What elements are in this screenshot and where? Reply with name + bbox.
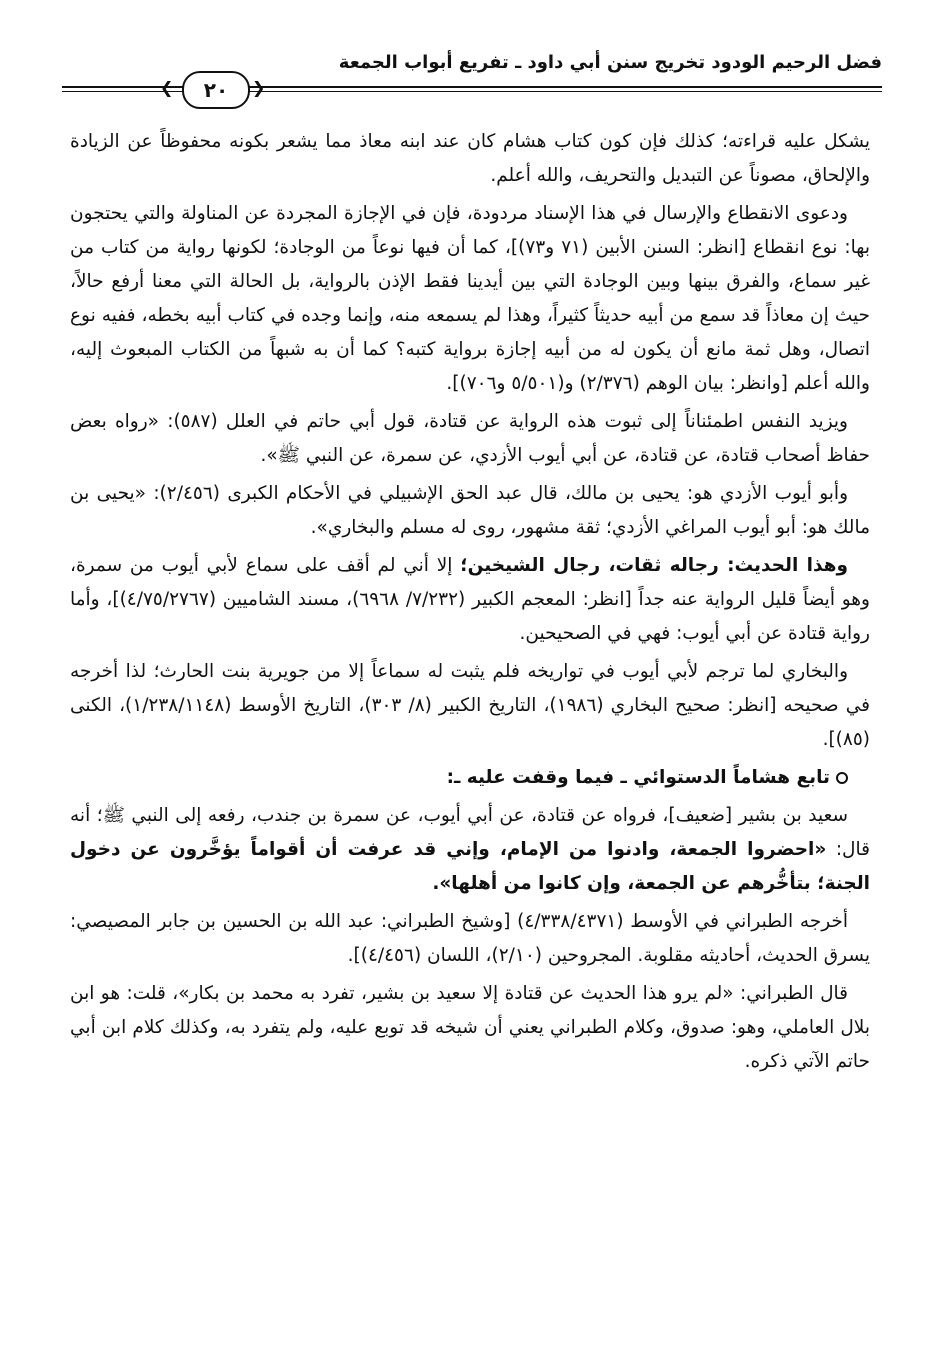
paragraph: ويزيد النفس اطمئناناً إلى ثبوت هذه الرواية عن قتادة، قول أبي حاتم في العلل (٥٨٧): «رواه بعض حفاظ أصحاب قتادة، عن قتادة، عن أبي أيوب الأزدي، عن سمرة، عن النبي ﷺ». [70, 411, 870, 466]
section-bullet [70, 761, 870, 795]
paragraph: أخرجه الطبراني في الأوسط (٤/٣٣٨/٤٣٧١) [وشيخ الطبراني: عبد الله بن الحسين بن جابر المصيصي: يسرق الحديث، أحاديثه مقلوبة. المجروحين (٢/١٠)، اللسان (٤/٤٥٦)]. [70, 911, 870, 966]
paragraph [70, 799, 870, 901]
bold-lead: وهذا الحديث: رجاله ثقات، رجال الشيخين؛ [460, 555, 849, 576]
running-title: فضل الرحيم الودود تخريج سنن أبي داود ـ تفريع أبواب الجمعة [338, 52, 882, 73]
paragraph: والبخاري لما ترجم لأبي أيوب في تواريخه فلم يثبت له سماعاً إلا من جويرية بنت الحارث؛ لذا أخرجه في صحيحه [انظر: صحيح البخاري (١٩٨٦)، التاريخ الكبير (٨/ ٣٠٣)، التاريخ الأوسط (١/٢٣٨/١١٤٨)، الكنى (٨٥)]. [70, 661, 870, 750]
paragraph: قال الطبراني: «لم يرو هذا الحديث عن قتادة إلا سعيد بن بشير، تفرد به محمد بن بكار»، قلت: هو ابن بلال العاملي، وهو: صدوق، وكلام الطبراني يعني أن شيخه قد توبع عليه، ولم يتفرد به، وكذلك كلام ابن أبي حاتم الآتي ذكره. [70, 983, 870, 1072]
paragraph-text: سعيد بن بشير [ضعيف]، فرواه عن قتادة، عن أبي أيوب، عن سمرة بن جندب، رفعه إلى النبي ﷺ؛ أنه قال: [70, 805, 870, 860]
page-header [62, 40, 882, 120]
paragraph: وأبو أيوب الأزدي هو: يحيى بن مالك، قال عبد الحق الإشبيلي في الأحكام الكبرى (٢/٤٥٦): «يحيى بن مالك هو: أبو أيوب المراغي الأزدي؛ ثقة مشهور، روى له مسلم والبخاري». [70, 483, 870, 538]
main-text [70, 125, 870, 1083]
bullet-icon [836, 772, 848, 784]
ornament-right-icon: ❯ [252, 78, 266, 97]
hadith-text: «احضروا الجمعة، وادنوا من الإمام، وإني قد عرفت أن أقواماً يؤخَّرون عن دخول الجنة؛ بتأخُّرهم عن الجمعة، وإن كانوا من أهلها». [70, 839, 870, 894]
paragraph: ودعوى الانقطاع والإرسال في هذا الإسناد مردودة، فإن في الإجازة المجردة عن المناولة والتي يحتجون بها: نوع انقطاع [انظر: السنن الأبين (٧١ و٧٣)]، كما أن فيها نوعاً من الوجادة؛ لكونها رواية من كتاب من غير سماع، والفرق بينها وبين الوجادة التي بين أيدينا فقط الإذن بالرواية، بل الحالة التي معنا أرفع حالاً، حيث إن معاذاً قد سمع من أبيه حديثاً كثيراً، وهذا لم يسمعه منه، وإنما وجده في كتاب أبيه بخطه، ففيه نوع اتصال، وهل ثمة مانع أن يكون له من أبيه إجازة برواية كتبه؟ كما أن به شبهاً من الكتاب المبعوث إليه، والله أعلم [وانظر: بيان الوهم (٢/٣٧٦) و(٥/٥٠١ و٧٠٦)]. [70, 203, 870, 394]
paragraph [70, 549, 870, 651]
paragraph-text: إلا أني لم أقف على سماع لأبي أيوب من سمرة، وهو أيضاً قليل الرواية عنه جداً [انظر: المعجم الكبير (٧/٢٣٢/ ٦٩٦٨)، مسند الشاميين (٤/٧٥/٢٧٦٧)]، وأما رواية قتادة عن أبي أيوب: فهي في الصحيحين. [70, 555, 870, 644]
paragraph: يشكل عليه قراءته؛ كذلك فإن كون كتاب هشام كان عند ابنه معاذ مما يشعر بكونه محفوظاً عن الزيادة والإلحاق، مصوناً عن التبديل والتحريف، والله أعلم. [70, 131, 870, 186]
bullet-text: تابع هشاماً الدستوائي ـ فيما وقفت عليه ـ: [446, 767, 830, 788]
ornament-left-icon: ❮ [160, 78, 174, 97]
page-number: ٢٠ [182, 71, 250, 109]
